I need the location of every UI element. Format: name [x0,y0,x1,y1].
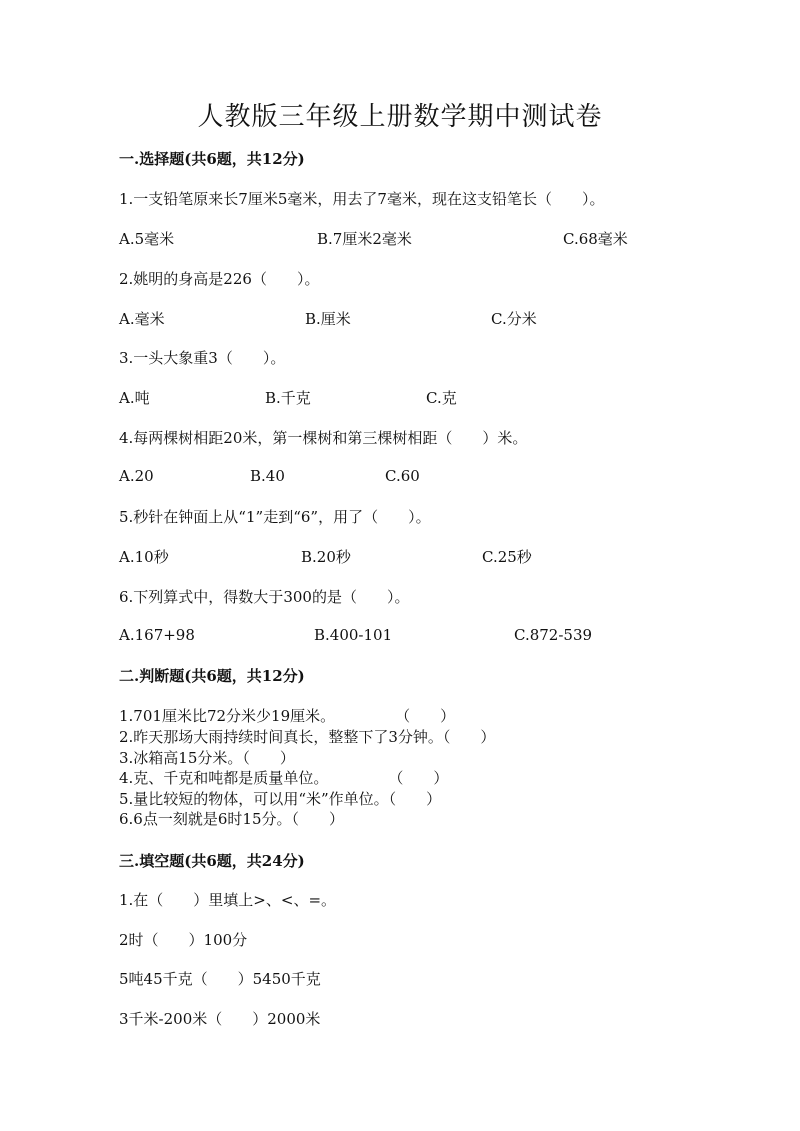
option-c: C.60 [385,467,420,485]
question-stem: 6.下列算式中，得数大于300的是（ ）。 [119,588,410,606]
question-stem: 5.秒针在钟面上从“1”走到“6”，用了（ ）。 [119,508,431,526]
option-b: B.千克 [265,389,311,407]
option-c: C.68毫米 [563,230,628,248]
question-stem: 1.一支铅笔原来长7厘米5毫米，用去了7毫米，现在这支铅笔长（ ）。 [119,190,605,208]
section-heading-choice: 一.选择题(共6题，共12分) [119,150,305,168]
option-c: C.分米 [491,310,537,328]
option-b: B.20秒 [301,548,351,566]
option-c: C.872-539 [514,626,593,644]
page-title: 人教版三年级上册数学期中测试卷 [197,102,603,132]
judgement-item: 2.昨天那场大雨持续时间真长，整整下了3分钟。（ ） [119,728,496,746]
question-stem: 2.姚明的身高是226（ ）。 [119,270,320,288]
option-a: A.167+98 [119,626,195,644]
option-c: C.克 [426,389,457,407]
option-c: C.25秒 [482,548,532,566]
option-a: A.毫米 [119,310,165,328]
section-heading-judgement: 二.判断题(共6题，共12分) [119,667,305,685]
fill-blank-item: 1.在（ ）里填上>、<、=。 [119,891,337,909]
judgement-item: 4.克、千克和吨都是质量单位。 （ ） [119,769,449,787]
option-b: B.厘米 [305,310,351,328]
judgement-item: 3.冰箱高15分米。（ ） [119,749,295,767]
option-b: B.40 [250,467,285,485]
fill-blank-item: 5吨45千克（ ）5450千克 [119,970,321,988]
option-a: A.吨 [119,389,150,407]
question-stem: 3.一头大象重3（ ）。 [119,349,286,367]
option-a: A.20 [119,467,154,485]
option-a: A.5毫米 [119,230,175,248]
question-stem: 4.每两棵树相距20米，第一棵树和第三棵树相距（ ）米。 [119,429,528,447]
section-heading-fill-blank: 三.填空题(共6题，共24分) [119,852,305,870]
judgement-item: 6.6点一刻就是6时15分。（ ） [119,810,344,828]
judgement-item: 1.701厘米比72分米少19厘米。 （ ） [119,707,456,725]
judgement-item: 5.量比较短的物体，可以用“米”作单位。（ ） [119,790,442,808]
fill-blank-item: 2时（ ）100分 [119,931,248,949]
option-a: A.10秒 [119,548,169,566]
fill-blank-item: 3千米-200米（ ）2000米 [119,1010,321,1028]
option-b: B.7厘米2毫米 [317,230,412,248]
option-b: B.400-101 [314,626,393,644]
